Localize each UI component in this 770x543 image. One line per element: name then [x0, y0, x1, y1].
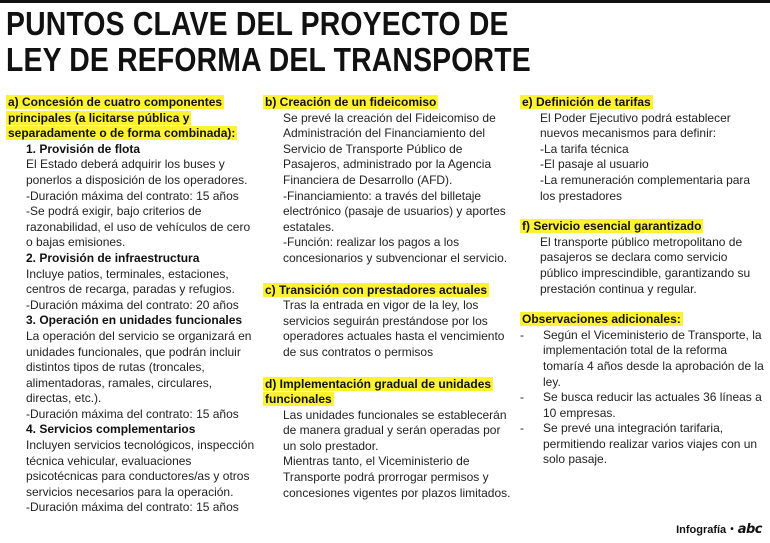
spacer	[520, 297, 768, 312]
section-f-text: El transporte público metropolitano de pasajeros se declara como servicio público imprescindible, garantizando su prestación continua y regular.	[540, 234, 751, 296]
observation-item	[520, 328, 768, 390]
subsection-1-duration: -Duración máxima del contrato: 15 años	[26, 188, 239, 203]
subsection-4-title: 4. Servicios complementarios	[26, 422, 196, 437]
observation-text: Se busca reducir las actuales 36 líneas a 10 empresas.	[543, 390, 762, 420]
section-f-heading: f) Servicio esencial garantizado	[522, 219, 702, 234]
observations-heading: Observaciones adicionales:	[522, 312, 681, 327]
section-b-heading: b) Creación de un fideicomiso	[265, 95, 437, 109]
section-d-heading: d) Implementación gradual de unidades funcionales	[265, 376, 492, 407]
infographic-title	[6, 6, 660, 78]
spacer	[263, 361, 515, 377]
subsection-2-duration: -Duración máxima del contrato: 20 años	[26, 297, 239, 312]
abc-logo: abc	[737, 522, 762, 537]
observation-item	[520, 390, 768, 421]
section-e-heading: e) Definición de tarifas	[522, 95, 651, 109]
section-e-text: El Poder Ejecutivo podrá establecer nuevos mecanismos para definir:	[540, 110, 731, 141]
column-2	[263, 95, 515, 501]
observation-text: Según el Viceministerio de Transporte, la implementación total de la reforma tomaría 4 años desde la aprobación de la ley.	[543, 327, 764, 389]
subsection-4-text: Incluyen servicios tecnológicos, inspección técnica vehicular, evaluaciones psicotécnicas para conductores/as y otros servicios necesarios para la operación.	[26, 438, 255, 499]
subsection-4-duration: -Duración máxima del contrato: 15 años	[26, 500, 239, 515]
section-b-financing: -Financiamiento: a través del billetaje electrónico (pasaje de usuarios) y aportes estatales.	[283, 188, 506, 234]
subsection-3-duration: -Duración máxima del contrato: 15 años	[26, 406, 239, 421]
subsection-3-text: La operación del servicio se organizará en unidades funcionales, que podrán incluir distintos tipos de rutas (troncales, alimentadoras, ramales, circulares, directas, etc.).	[26, 328, 252, 406]
column-3	[520, 95, 768, 468]
credit-footer	[676, 522, 762, 537]
subsection-2-text: Incluye patios, terminales, estaciones, centros de recarga, paradas y refugios.	[26, 266, 235, 297]
subsection-1-title: 1. Provisión de flota	[26, 141, 141, 156]
subsection-3-title: 3. Operación en unidades funcionales	[26, 313, 243, 328]
section-a-heading: a) Concesión de cuatro componentes principales (a licitarse pública y separadamente o de forma combinada):	[8, 95, 236, 141]
title-line-2: LEY DE REFORMA DEL TRANSPORTE	[6, 41, 531, 78]
observation-dash: -	[520, 327, 524, 342]
section-e-item: -El pasaje al usuario	[540, 157, 649, 172]
subsection-2-title: 2. Provisión de infraestructura	[26, 250, 200, 265]
section-e-item: -La remuneración complementaria para los prestadores	[540, 172, 751, 203]
column-1	[6, 95, 256, 516]
observation-dash: -	[520, 421, 524, 436]
section-d-text-2: Mientras tanto, el Viceministerio de Transporte podrá prorrogar permisos y concesiones vigentes por plazos limitados.	[283, 454, 511, 500]
section-b-text: Se prevé la creación del Fideicomiso de Administración del Financiamiento del Servicio de Transporte Público de Pasajeros, administrado por la Agencia Financiera de Desarrollo (AFD).	[283, 110, 496, 187]
title-line-1: PUNTOS CLAVE DEL PROYECTO DE	[6, 5, 509, 42]
section-e-item: -La tarifa técnica	[540, 141, 629, 156]
section-d-text: Las unidades funcionales se establecerán de manera gradual y serán operadas por un solo prestador.	[283, 407, 507, 453]
top-rule	[0, 0, 770, 3]
credit-label: Infografía	[676, 523, 727, 536]
spacer	[520, 204, 768, 219]
spacer	[263, 267, 515, 283]
credit-bullet: •	[730, 524, 734, 535]
subsection-1-extra: -Se podrá exigir, bajo criterios de razonabilidad, el uso de vehículos de cero o bajas emisiones.	[26, 204, 251, 250]
observation-item	[520, 421, 768, 468]
observation-text: Se prevé una integración tarifaria, permitiendo realizar varios viajes con un solo pasaje.	[543, 421, 758, 467]
section-c-text: Tras la entrada en vigor de la ley, los servicios seguirán prestándose por los operadores actuales hasta el vencimiento de sus contratos o permisos	[283, 298, 505, 359]
subsection-1-text: El Estado deberá adquirir los buses y ponerlos a disposición de los operadores.	[26, 157, 248, 187]
section-b-function: -Función: realizar los pagos a los concesionarios y subvencionar el servicio.	[283, 235, 508, 265]
observation-dash: -	[520, 390, 524, 405]
section-c-heading: c) Transición con prestadores actuales	[265, 282, 488, 297]
